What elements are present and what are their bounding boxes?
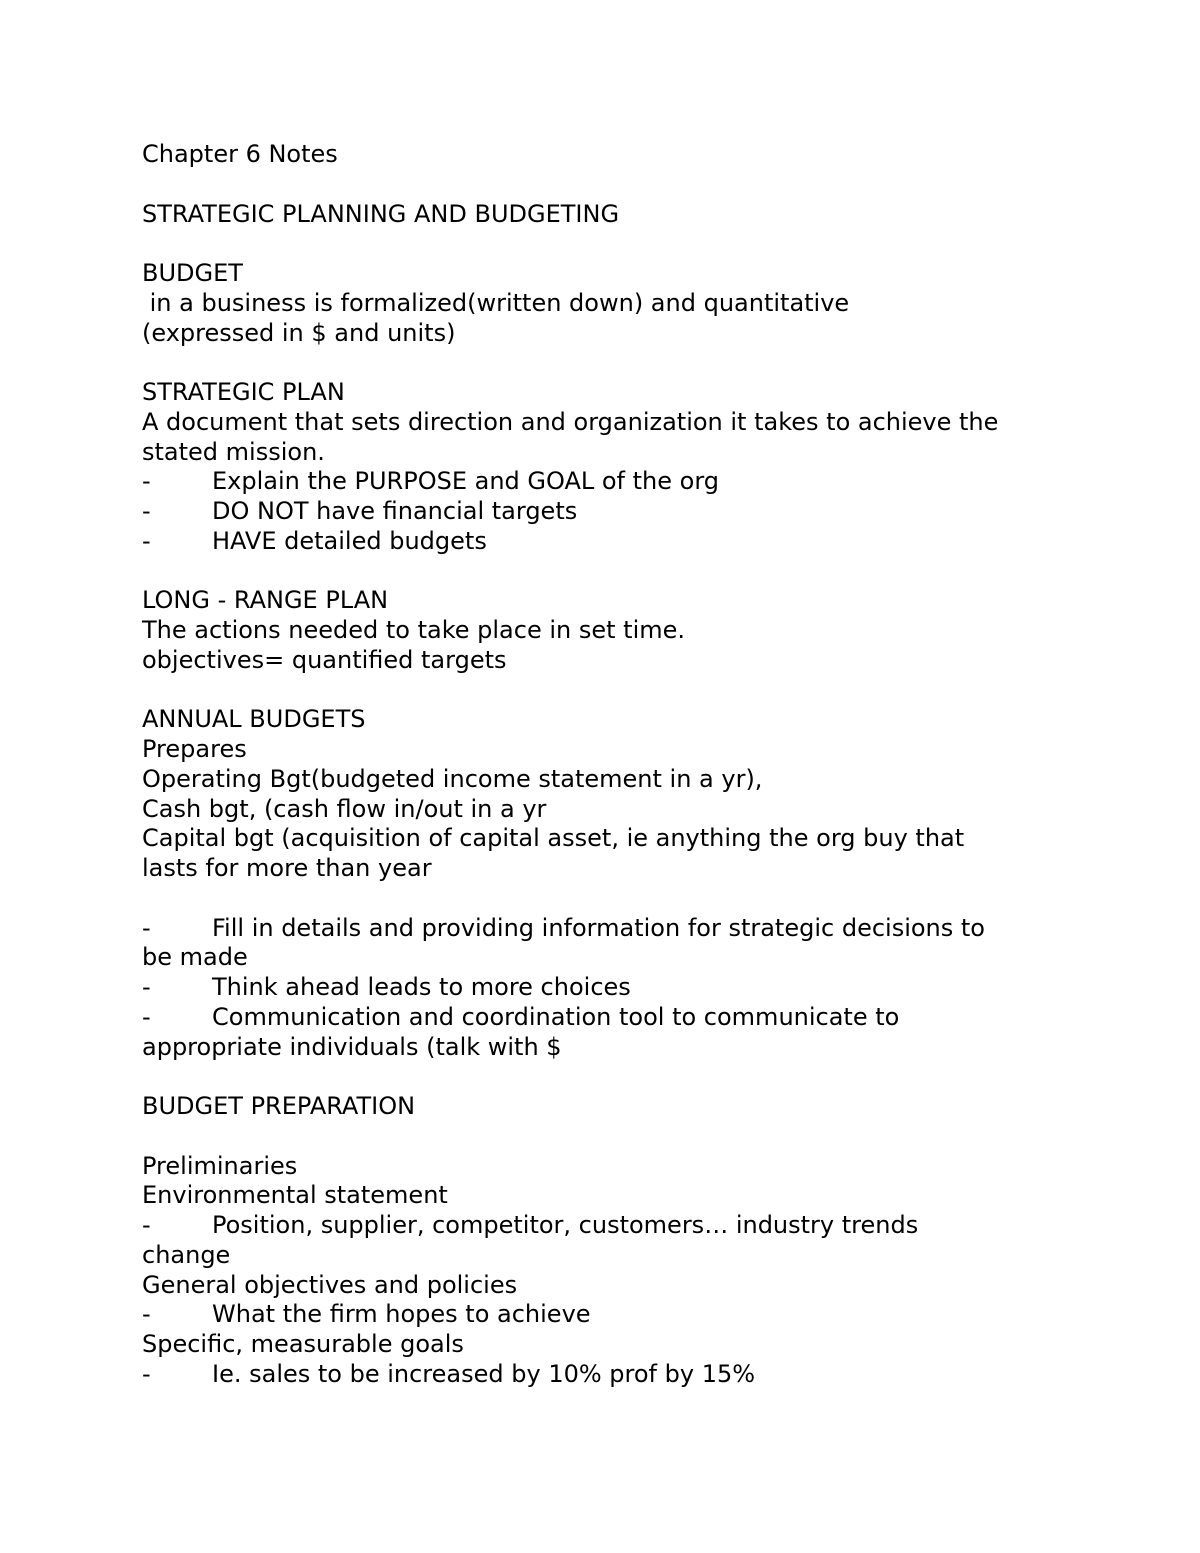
dash-marker: -	[142, 1002, 151, 1031]
bullet-item	[142, 467, 1072, 497]
main-heading: STRATEGIC PLANNING AND BUDGETING	[142, 199, 620, 228]
annual-budgets-text-line: Capital bgt (acquisition of capital asset, ie anything the org buy that	[142, 824, 965, 853]
bullet-item	[142, 527, 1072, 557]
bullet-item	[142, 1003, 1072, 1033]
long-range-text-line: The actions needed to take place in set time.	[142, 616, 686, 644]
bullet-text: Communication and coordination tool to communicate to	[212, 1002, 900, 1031]
subheading-general-objectives: General objectives and policies	[142, 1270, 518, 1299]
bullet-continuation: change	[142, 1240, 231, 1269]
chapter-title: Chapter 6 Notes	[142, 140, 338, 168]
bullet-item	[142, 1300, 1072, 1330]
section-heading-budget-preparation: BUDGET PREPARATION	[142, 1092, 416, 1120]
annual-budgets-text-line: Operating Bgt(budgeted income statement in a yr),	[142, 764, 763, 793]
subheading-environmental-statement: Environmental statement	[142, 1181, 448, 1210]
blank-line	[142, 229, 1072, 259]
bullet-item	[142, 1211, 1072, 1241]
subheading-specific-goals: Specific, measurable goals	[142, 1330, 464, 1358]
strategic-plan-text-line: A document that sets direction and organization it takes to achieve the	[142, 407, 999, 436]
bullet-text: Ie. sales to be increased by 10% prof by 15%	[212, 1359, 756, 1388]
budget-text-line: in a business is formalized(written down) and quantitative	[142, 288, 850, 317]
bullet-continuation: appropriate individuals (talk with $	[142, 1032, 562, 1061]
dash-marker: -	[142, 467, 151, 496]
bullet-item	[142, 914, 1072, 944]
blank-line	[142, 1122, 1072, 1152]
section-heading-long-range-plan: LONG - RANGE PLAN	[142, 586, 389, 615]
dash-marker: -	[142, 973, 151, 1001]
blank-line	[142, 170, 1072, 200]
section-heading-budget: BUDGET	[142, 259, 243, 287]
strategic-plan-text-line: stated mission.	[142, 437, 325, 466]
dash-marker: -	[142, 1359, 151, 1388]
bullet-text: What the firm hopes to achieve	[212, 1300, 591, 1329]
subheading-preliminaries: Preliminaries	[142, 1151, 298, 1180]
dash-marker: -	[142, 526, 151, 555]
document-body	[142, 140, 1072, 1390]
blank-line	[142, 348, 1072, 378]
dash-marker: -	[142, 1211, 151, 1239]
bullet-item	[142, 497, 1072, 527]
annual-budgets-text-line: Cash bgt, (cash flow in/out in a yr	[142, 794, 547, 823]
annual-budgets-text-line: Prepares	[142, 735, 247, 763]
section-heading-annual-budgets: ANNUAL BUDGETS	[142, 705, 366, 734]
bullet-text: Think ahead leads to more choices	[212, 973, 631, 1001]
section-heading-strategic-plan: STRATEGIC PLAN	[142, 378, 345, 406]
blank-line	[142, 884, 1072, 914]
long-range-text-line: objectives= quantified targets	[142, 645, 507, 674]
blank-line	[142, 1062, 1072, 1092]
dash-marker: -	[142, 1300, 151, 1329]
bullet-text: Explain the PURPOSE and GOAL of the org	[212, 467, 720, 496]
blank-line	[142, 676, 1072, 706]
bullet-item	[142, 973, 1072, 1003]
bullet-continuation: be made	[142, 943, 248, 972]
dash-marker: -	[142, 913, 151, 942]
dash-marker: -	[142, 497, 151, 525]
budget-text-line: (expressed in $ and units)	[142, 318, 456, 347]
bullet-item	[142, 1360, 1072, 1390]
bullet-text: HAVE detailed budgets	[212, 526, 487, 555]
bullet-text: DO NOT have financial targets	[212, 497, 578, 525]
blank-line	[142, 557, 1072, 587]
annual-budgets-text-line: lasts for more than year	[142, 854, 432, 882]
bullet-text: Fill in details and providing information for strategic decisions to	[212, 913, 985, 942]
bullet-text: Position, supplier, competitor, customers… industry trends	[212, 1211, 919, 1239]
